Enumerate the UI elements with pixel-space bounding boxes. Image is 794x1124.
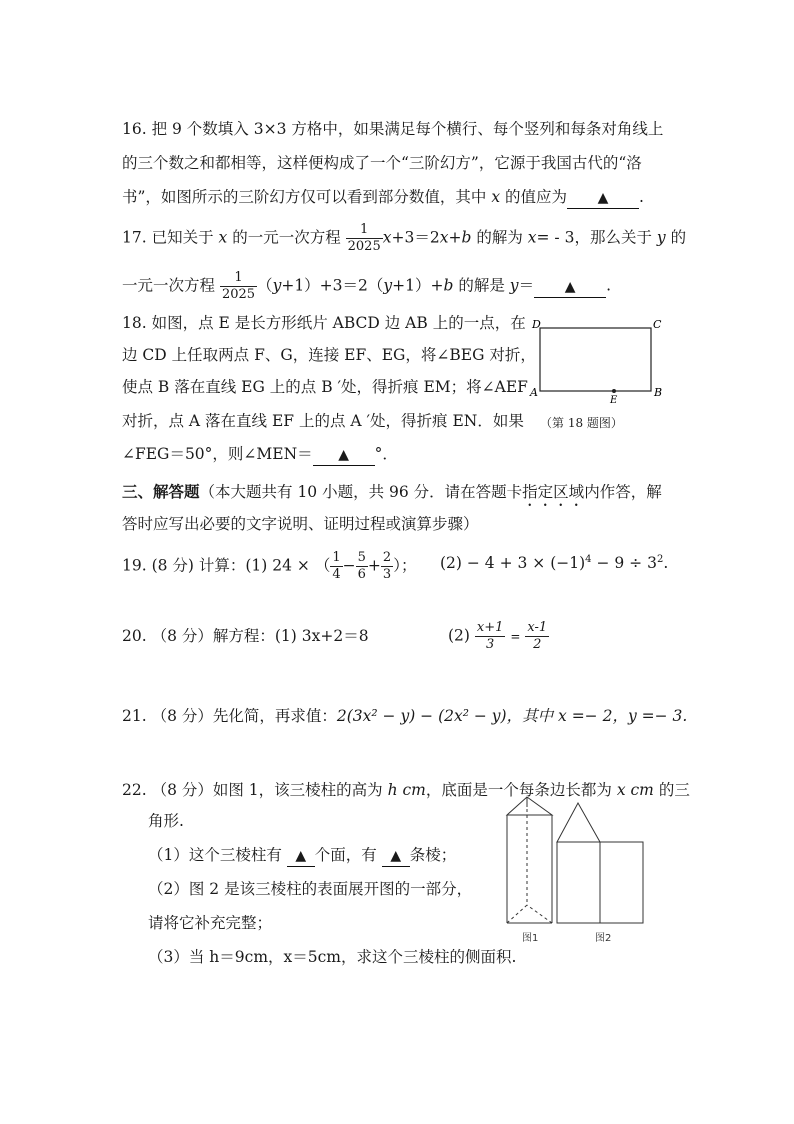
q18-line5: ∠FEG＝50°，则∠MEN＝ ▲ °． — [122, 444, 398, 466]
q18-rectangle-figure — [528, 314, 668, 406]
rectangle-abcd — [540, 328, 651, 391]
q18-answer-blank — [313, 444, 375, 466]
q18-line4: 对折，点 A 落在直线 EF 上的点 A ′处，得折痕 EN．如果 — [122, 412, 524, 430]
q22-part2: （2）图 2 是该三棱柱的表面展开图的一部分， — [148, 880, 473, 898]
q21-line: 21. （8 分）先化简，再求值：2(3x² − y) − (2x² − y)，其中 x =− 2，y =− 3. — [122, 707, 688, 725]
label-e: E — [610, 395, 618, 406]
figure-1-label: 图1 — [522, 933, 539, 944]
q18-line1: 18. 如图，点 E 是长方形纸片 ABCD 边 AB 上的一点，在 — [122, 314, 526, 332]
section3-title: 三、解答题 — [122, 482, 200, 501]
q16-var-x: x — [491, 188, 501, 206]
q17-prefix: 17. 已知关于 — [122, 228, 219, 247]
q22-part2b: 请将它补充完整； — [148, 914, 273, 932]
triangle-icon: ▲ — [338, 447, 350, 463]
prism-net-figure — [557, 803, 643, 923]
q18-line3: 使点 B 落在直线 EG 上的点 B ′处，得折痕 EM；将∠AEF — [122, 378, 528, 396]
triangle-icon: ▲ — [597, 190, 609, 206]
q18-figure-caption: （第 18 题图） — [540, 416, 623, 430]
label-b: B — [654, 386, 663, 399]
q16-answer-blank — [567, 187, 639, 209]
prism-3d-figure — [507, 797, 552, 923]
fraction-1-2025: $\frac{1}{2025}$ — [221, 270, 256, 302]
q22-part1: （1）这个三棱柱有 ▲ 个面，有 ▲ 条棱； — [148, 845, 456, 867]
q19-part2: $(2) - 4 + 3 \times (-1)^4 - 9 \div 3^2$. — [440, 554, 669, 573]
q19-line: 19. (8 分) 计算：(1) 24 × （ $\frac{1}{4}$ − $\frac{5}{6}$ + $\frac{2}{3}$ ）； — [122, 550, 417, 582]
q20-part2: (2) $\frac{x+1}{3}$ = $\frac{x-1}{2}$ — [448, 620, 548, 652]
q18-line2: 边 CD 上任取两点 F、G，连接 EF、EG，将∠BEG 对折， — [122, 346, 536, 364]
q16-text-b: 的值应为 — [500, 188, 568, 206]
q22-part3: （3）当 h＝9cm，x＝5cm，求这个三棱柱的侧面积. — [148, 948, 517, 966]
q16-line1: 16. 把 9 个数填入 3×3 方格中，如果满足每个横行、每个竖列和每条对角线上 — [122, 120, 664, 138]
triangle-icon: ▲ — [295, 848, 307, 864]
emphasis-text: 指定区域 — [522, 483, 585, 501]
q17-line2: 一元一次方程 $\frac{1}{2025}$ （y+1）+3＝2（y+1）+b 的解是 y＝ ▲ . — [122, 270, 612, 302]
q16-text: 书”，如图所示的三阶幻方仅可以看到部分数值，其中 — [122, 188, 492, 206]
figure-2-label: 图2 — [595, 933, 612, 944]
triangle-icon: ▲ — [390, 848, 402, 864]
q16-line3 — [122, 187, 644, 209]
q17-var-x: x — [218, 228, 228, 247]
triangle-icon: ▲ — [564, 278, 576, 295]
label-c: C — [653, 318, 662, 331]
fraction-1-2025: $\frac{1}{2025}$ — [347, 222, 381, 254]
section3-line2: 答时应写出必要的文字说明、证明过程或演算步骤） — [122, 515, 479, 533]
q22-line2: 角形. — [148, 812, 184, 830]
q17-mid: 的一元一次方程 — [227, 228, 341, 247]
section3-line1: 三、解答题（本大题共有 10 小题，共 96 分．请在答题卡指定区域内作答，解 — [122, 482, 662, 501]
q17-answer-blank — [534, 276, 606, 298]
point-e — [612, 389, 616, 393]
q20-part1: 20. （8 分）解方程：(1) 3x+2＝8 — [122, 627, 369, 645]
label-a: A — [530, 386, 538, 399]
q22-prism-figures — [500, 775, 648, 947]
q16-line2: 的三个数之和都相等，这样便构成了一个“三阶幻方”，它源于我国古代的“洛 — [122, 154, 642, 172]
q22-line1: 22. （8 分）如图 1，该三棱柱的高为 h cm，底面是一个每条边长都为 x cm 的三 — [122, 781, 690, 799]
q16-period: . — [639, 188, 644, 206]
q17-line1: 17. 已知关于 x 的一元一次方程 $\frac{1}{2025}$ x+3＝2x+b 的解为 x= - 3，那么关于 y 的 — [122, 222, 687, 254]
label-d: D — [532, 318, 541, 331]
